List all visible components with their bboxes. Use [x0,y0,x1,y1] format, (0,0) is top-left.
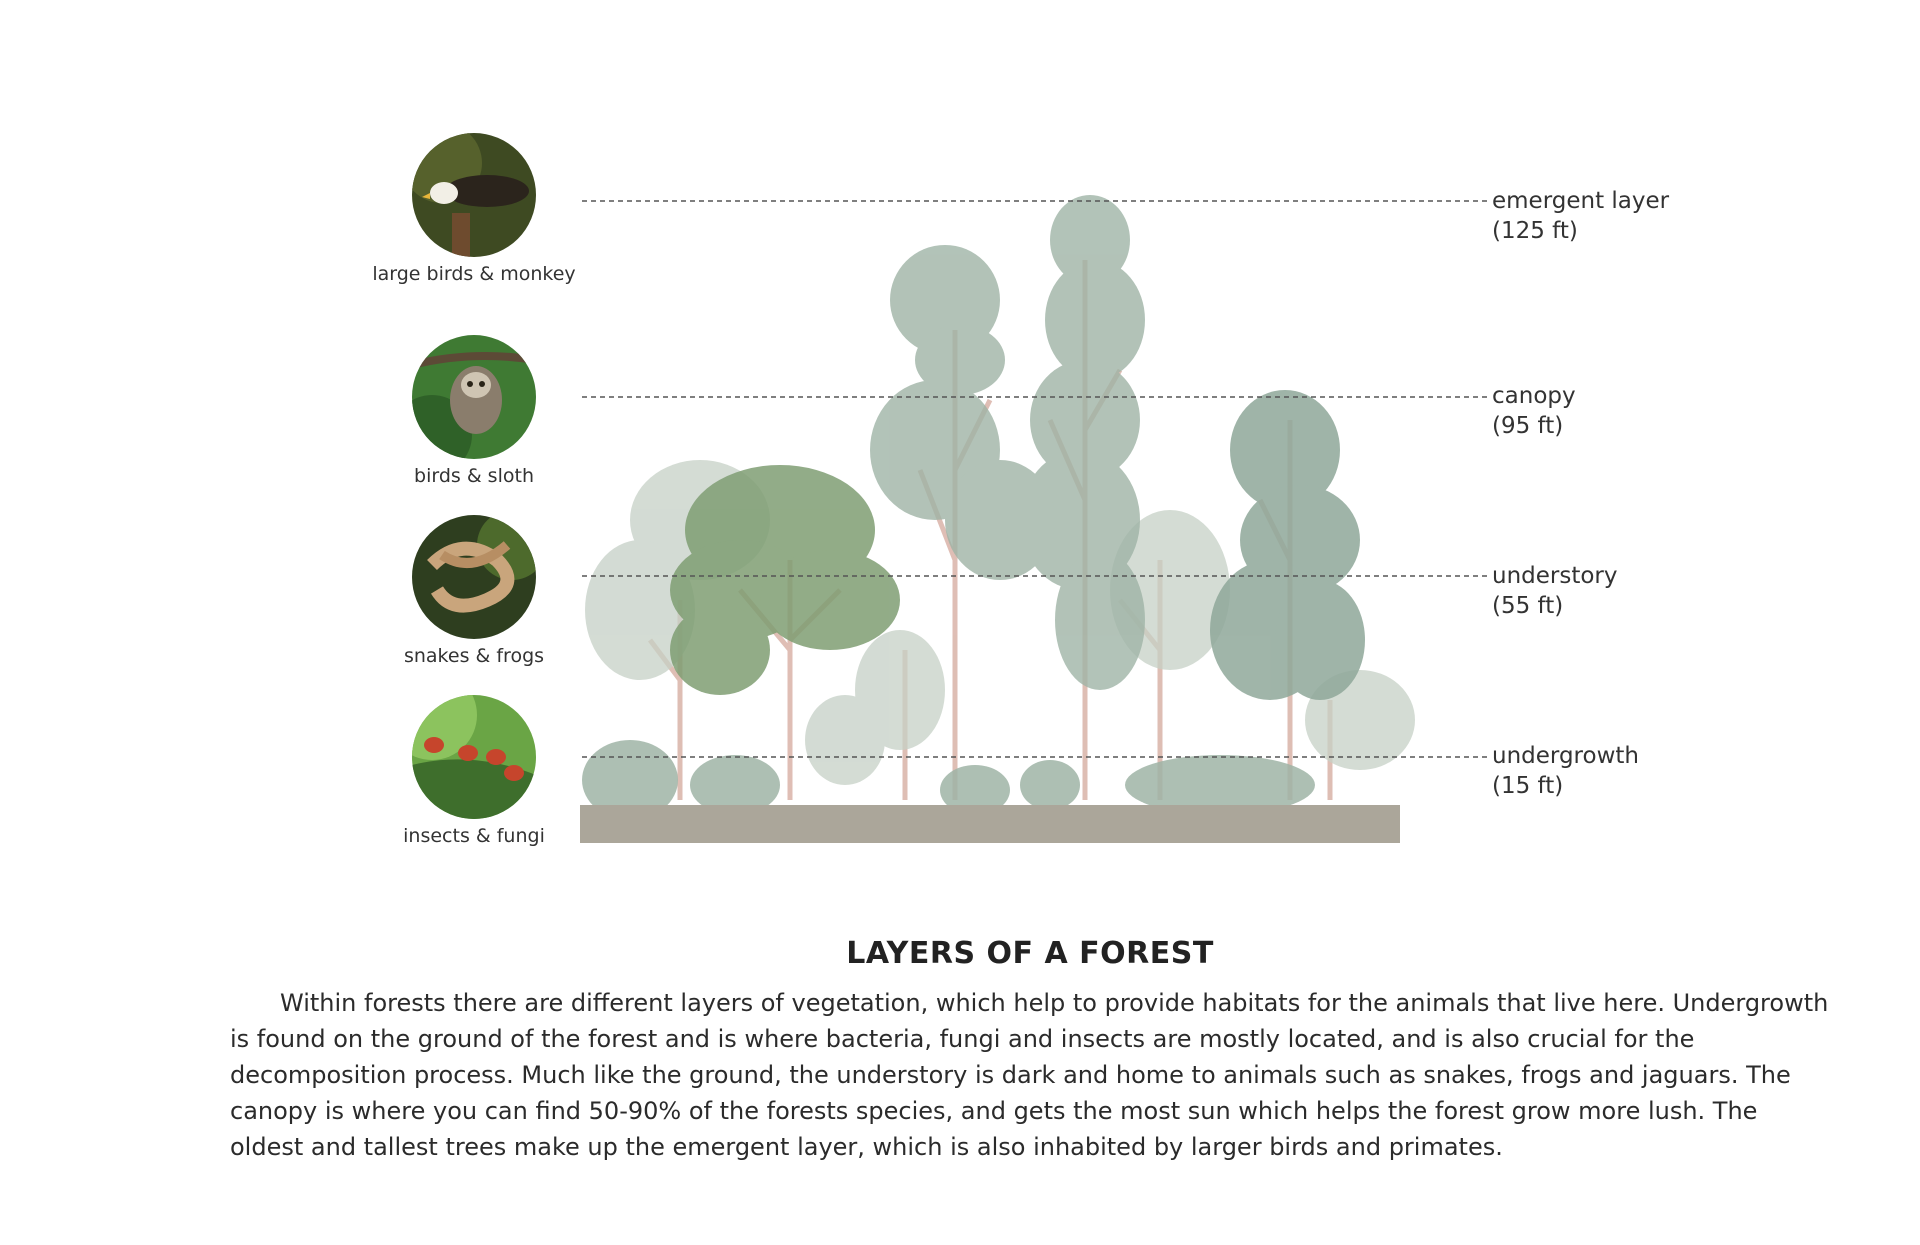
animal-eagle [354,133,594,285]
ground-strip [580,805,1400,843]
description-paragraph: Within forests there are different layers of vegetation, which help to provide habitats for the animals that live here. Undergrowth is found on the ground of the forest and is where bacteria, fungi and insects are mostly located, and is also crucial for the decomposition process. Much like the ground, the understory is dark and home to animals such as snakes, frogs and jaguars. The canopy is where you can find 50-90% of the forests species, and gets the most sun which helps the forest grow more lush. The oldest and tallest trees make up the emergent layer, which is also inhabited by larger birds and primates. [230,989,1829,1161]
layer-height: (15 ft) [1492,773,1564,799]
animal-insects [354,695,594,847]
sloth-photo [412,335,536,459]
layer-name: undergrowth [1492,743,1639,769]
tree-foliage-bluegreen [1210,390,1365,700]
layer-name: canopy [1492,383,1576,409]
animal-caption: large birds & monkey [372,263,576,285]
layer-height: (125 ft) [1492,218,1578,244]
animal-caption: insects & fungi [403,825,545,847]
layer-name: emergent layer [1492,188,1670,214]
snake-photo [412,515,536,639]
animal-caption: snakes & frogs [403,645,545,667]
layer-label-undergrowth [1492,741,1639,801]
animal-sloth [354,335,594,487]
eagle-photo [412,133,536,257]
layer-height: (55 ft) [1492,593,1564,619]
animal-caption: birds & sloth [414,465,534,487]
layer-label-understory [1492,561,1618,621]
diagram-title: LAYERS OF A FOREST [846,936,1214,971]
insects-photo [412,695,536,819]
tree-foliage-mid [870,195,1145,690]
layer-label-emergent [1492,186,1669,246]
layer-height: (95 ft) [1492,413,1564,439]
layer-name: understory [1492,563,1618,589]
layer-label-canopy [1492,381,1576,441]
animal-snake [354,515,594,667]
